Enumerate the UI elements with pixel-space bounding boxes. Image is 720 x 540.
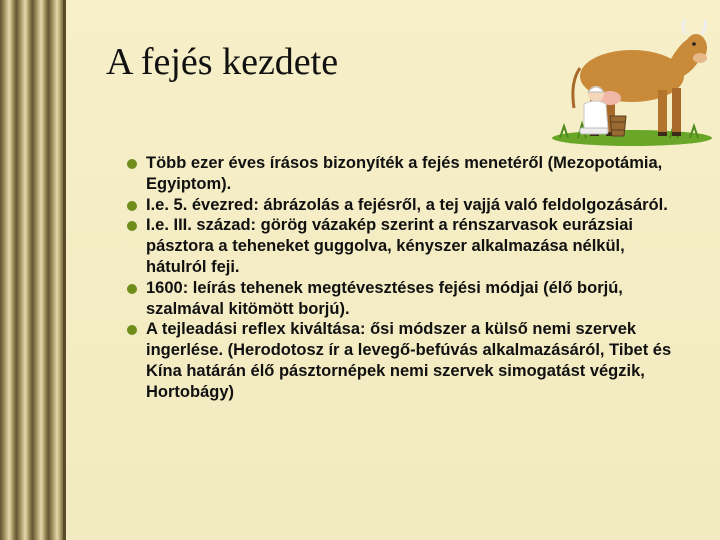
slide-title: A fejés kezdete <box>106 41 339 83</box>
milking-cow-clipart-icon <box>540 12 712 152</box>
bullet-item <box>126 319 686 402</box>
bullet-dot-icon <box>127 201 137 211</box>
bullet-text: 1600: leírás tehenek megtévesztéses fejési módjai (élő borjú, szalmával kitömött borjú). <box>146 278 623 318</box>
bucket-icon <box>610 116 626 136</box>
bullet-text: I.e. III. század: görög vázakép szerint a rénszarvasok eurázsiai pásztora a teheneket guggolva, kényszer alkalmazása nélkül, hátulról feji. <box>146 216 633 276</box>
bullet-dot-icon <box>127 284 137 294</box>
bullet-text: I.e. 5. évezred: ábrázolás a fejésről, a tej vajjá való feldolgozásáról. <box>146 195 668 214</box>
bullet-text: Több ezer éves írásos bizonyíték a fejés menetéről (Mezopotámia, Egyiptom). <box>146 154 663 193</box>
bullet-dot-icon <box>127 325 137 335</box>
bullet-dot-icon <box>127 159 137 169</box>
bullet-list <box>126 153 686 403</box>
milker-person-icon <box>580 86 608 134</box>
bullet-text: A tejleadási reflex kiváltása: ősi módszer a külső nemi szervek ingerlése. (Herodotosz ír a levegő-befúvás alkalmazásáról, Tibet és Kína határán élő pásztornépek nemi szervek simogatást végzik, Hortobágy) <box>146 320 672 401</box>
bullet-item <box>126 195 686 216</box>
bullet-item <box>126 278 686 320</box>
bullet-item <box>126 215 686 277</box>
bullet-item <box>126 153 686 195</box>
decorative-frame-border <box>0 0 66 540</box>
bullet-dot-icon <box>127 221 137 231</box>
grass-icon <box>552 124 712 146</box>
